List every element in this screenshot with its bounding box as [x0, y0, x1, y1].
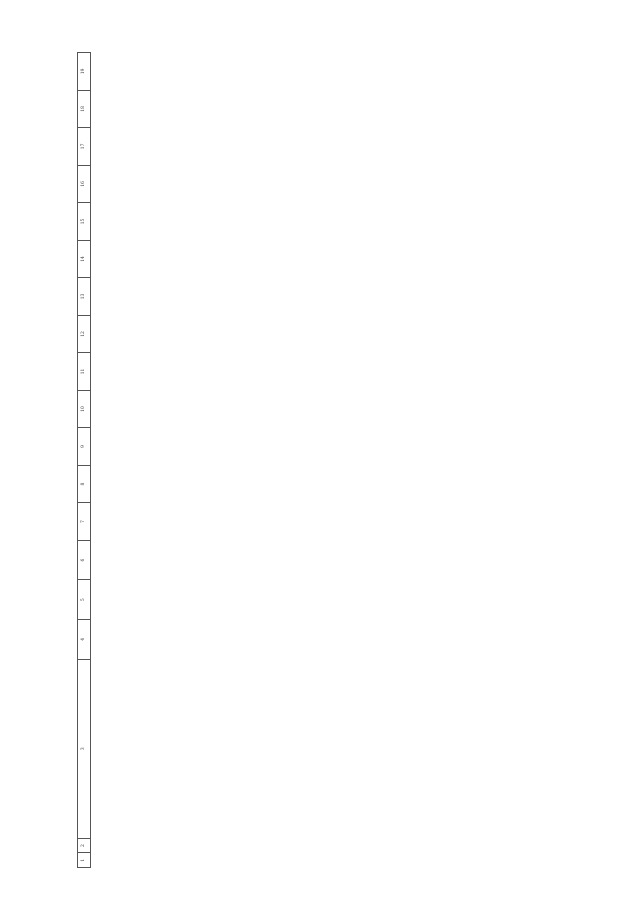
column-number-cell: 17	[78, 128, 91, 166]
column-number-cell: 15	[78, 203, 91, 241]
column-number-cell: 1	[78, 853, 91, 868]
column-number-cell: 14	[78, 240, 91, 278]
rotated-table-container	[77, 52, 629, 868]
column-number-cell: 16	[78, 165, 91, 203]
table-sheet	[77, 52, 629, 868]
column-number-cell: 19	[78, 53, 91, 91]
column-number-cell: 4	[78, 620, 91, 660]
column-number-cell: 2	[78, 838, 91, 853]
column-number-cell: 9	[78, 428, 91, 466]
column-number-cell: 5	[78, 580, 91, 620]
column-number-cell: 3	[78, 659, 91, 838]
column-number-cell: 8	[78, 465, 91, 503]
column-number-cell: 7	[78, 503, 91, 541]
column-number-row	[78, 53, 91, 868]
budget-table	[77, 52, 91, 868]
column-number-cell: 18	[78, 90, 91, 128]
column-number-cell: 13	[78, 278, 91, 316]
column-number-cell: 10	[78, 390, 91, 428]
column-number-cell: 11	[78, 353, 91, 391]
column-number-cell: 6	[78, 540, 91, 580]
column-number-cell: 12	[78, 315, 91, 353]
